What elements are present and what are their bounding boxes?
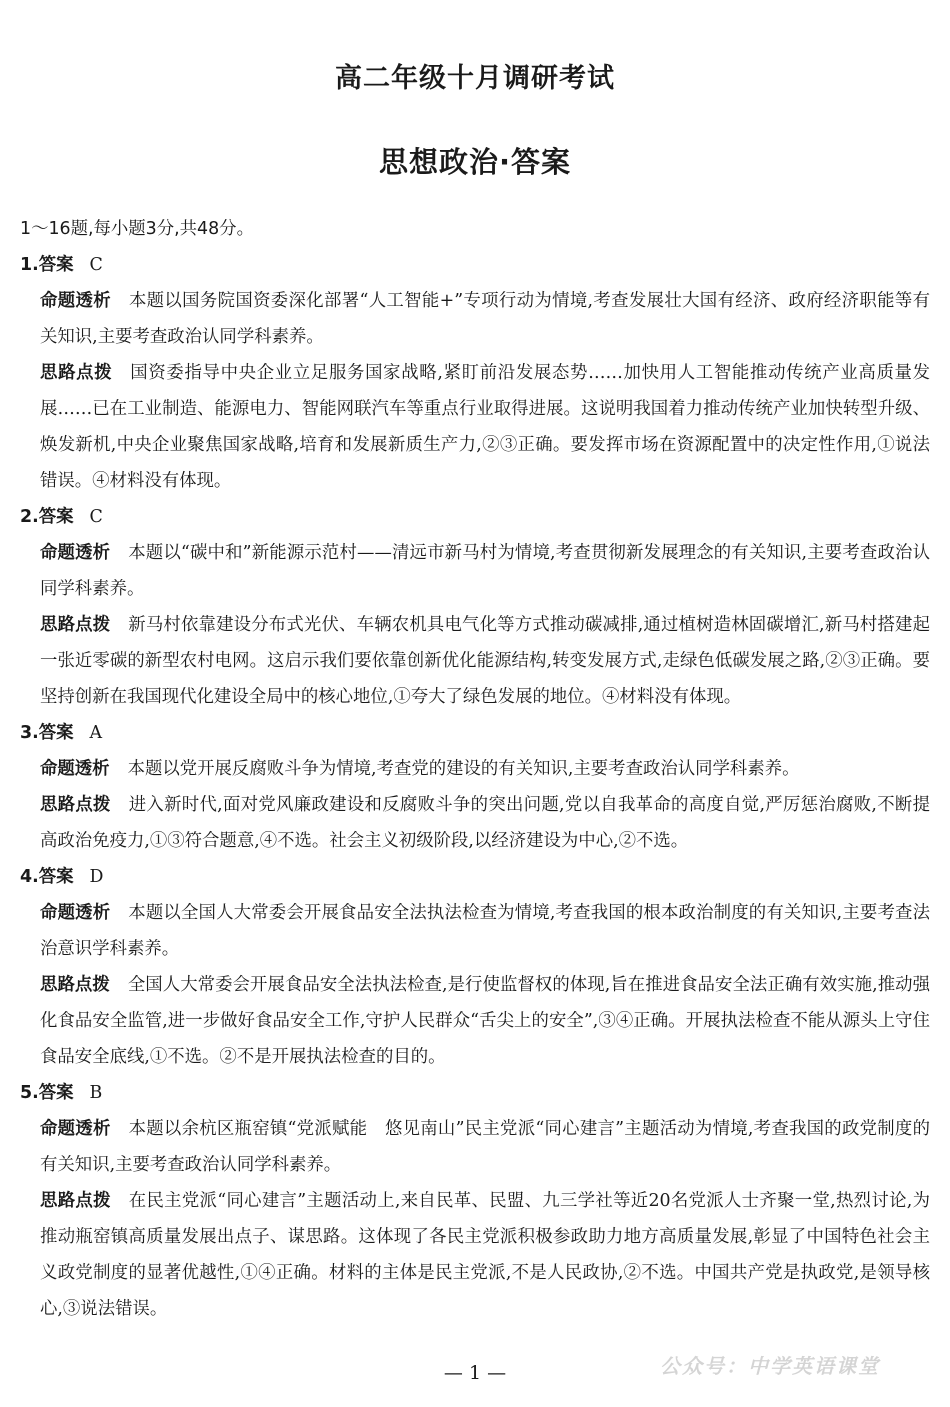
page-subtitle: 思想政治·答案 — [378, 145, 572, 179]
reasoning-text: 在民主党派“同心建言”主题活动上,来自民革、民盟、九三学社等近20名党派人士齐聚一堂,热烈讨论,为推动瓶窑镇高质量发展出点子、谋思路。这体现了各民主党派积极参政助力地方高质量发展,彰显了中国特色社会主义政党制度的显著优越性,①④正确。材料的主体是民主党派,不是人民政协,②不选。中国共产党是执政党,是领导核心,③说法错误。 — [40, 1191, 930, 1319]
reasoning-tag: 思路点拨 — [40, 1191, 111, 1211]
question-4 — [20, 859, 930, 1075]
answer-label: 4.答案 — [20, 867, 74, 887]
question-2 — [20, 499, 930, 715]
analysis-paragraph — [40, 535, 930, 607]
reasoning-paragraph — [40, 607, 930, 715]
page-title: 高二年级十月调研考试 — [335, 63, 615, 94]
answer-label: 5.答案 — [20, 1083, 74, 1103]
answer-letter: D — [89, 867, 104, 887]
analysis-paragraph — [40, 751, 930, 787]
analysis-tag: 命题透析 — [40, 903, 111, 923]
analysis-tag: 命题透析 — [40, 543, 111, 563]
answer-line — [20, 499, 930, 535]
answer-line — [20, 859, 930, 895]
answer-letter: B — [89, 1083, 103, 1103]
reasoning-paragraph — [40, 355, 930, 499]
analysis-paragraph — [40, 1111, 930, 1183]
reasoning-tag: 思路点拨 — [40, 363, 113, 383]
reasoning-tag: 思路点拨 — [40, 975, 110, 995]
answer-label: 3.答案 — [20, 723, 74, 743]
reasoning-text: 国资委指导中央企业立足服务国家战略,紧盯前沿发展态势……加快用人工智能推动传统产业高质量发展……已在工业制造、能源电力、智能网联汽车等重点行业取得进展。这说明我国着力推动传统产业加快转型升级、焕发新机,中央企业聚焦国家战略,培育和发展新质生产力,②③正确。要发挥市场在资源配置中的决定性作用,①说法错误。④材料没有体现。 — [40, 363, 930, 491]
page-number: — 1 — — [443, 1362, 507, 1384]
reasoning-paragraph — [40, 787, 930, 859]
answer-content — [20, 211, 930, 1327]
analysis-text: 本题以国务院国资委深化部署“人工智能+”专项行动为情境,考查发展壮大国有经济、政府经济职能等有关知识,主要考查政治认同学科素养。 — [40, 291, 930, 347]
analysis-text: 本题以余杭区瓶窑镇“党派赋能 悠见南山”民主党派“同心建言”主题活动为情境,考查我国的政党制度的有关知识,主要考查政治认同学科素养。 — [40, 1119, 930, 1175]
reasoning-text: 进入新时代,面对党风廉政建设和反腐败斗争的突出问题,党以自我革命的高度自觉,严厉惩治腐败,不断提高政治免疫力,①③符合题意,④不选。社会主义初级阶段,以经济建设为中心,②不选。 — [40, 795, 930, 851]
reasoning-text: 全国人大常委会开展食品安全法执法检查,是行使监督权的体现,旨在推进食品安全法正确有效实施,推动强化食品安全监管,进一步做好食品安全工作,守护人民群众“舌尖上的安全”,③④正确。开展执法检查不能从源头上守住食品安全底线,①不选。②不是开展执法检查的目的。 — [40, 975, 930, 1067]
analysis-tag: 命题透析 — [40, 291, 111, 311]
answer-letter: C — [89, 255, 103, 275]
answer-line — [20, 247, 930, 283]
analysis-tag: 命题透析 — [40, 759, 110, 779]
analysis-text: 本题以党开展反腐败斗争为情境,考查党的建设的有关知识,主要考查政治认同学科素养。 — [127, 759, 800, 779]
analysis-text: 本题以全国人大常委会开展食品安全法执法检查为情境,考查我国的根本政治制度的有关知识,主要考查法治意识学科素养。 — [40, 903, 930, 959]
answer-line — [20, 1075, 930, 1111]
answer-line — [20, 715, 930, 751]
analysis-paragraph — [40, 895, 930, 967]
analysis-tag: 命题透析 — [40, 1119, 111, 1139]
answer-label: 2.答案 — [20, 507, 74, 527]
reasoning-paragraph — [40, 1183, 930, 1327]
question-3 — [20, 715, 930, 859]
reasoning-tag: 思路点拨 — [40, 615, 111, 635]
reasoning-tag: 思路点拨 — [40, 795, 111, 815]
reasoning-text: 新马村依靠建设分布式光伏、车辆农机具电气化等方式推动碳减排,通过植树造林固碳增汇,新马村搭建起一张近零碳的新型农村电网。这启示我们要依靠创新优化能源结构,转变发展方式,走绿色低碳发展之路,②③正确。要坚持创新在我国现代化建设全局中的核心地位,①夸大了绿色发展的地位。④材料没有体现。 — [40, 615, 930, 707]
question-1 — [20, 247, 930, 499]
analysis-text: 本题以“碳中和”新能源示范村——清远市新马村为情境,考查贯彻新发展理念的有关知识,主要考查政治认同学科素养。 — [40, 543, 930, 599]
answer-label: 1.答案 — [20, 255, 74, 275]
section-intro: 1～16题,每小题3分,共48分。 — [20, 219, 254, 239]
watermark: 公众号：中学英语课堂 — [660, 1354, 880, 1378]
answer-letter: C — [89, 507, 103, 527]
answer-letter: A — [89, 723, 103, 743]
analysis-paragraph — [40, 283, 930, 355]
reasoning-paragraph — [40, 967, 930, 1075]
question-5 — [20, 1075, 930, 1327]
